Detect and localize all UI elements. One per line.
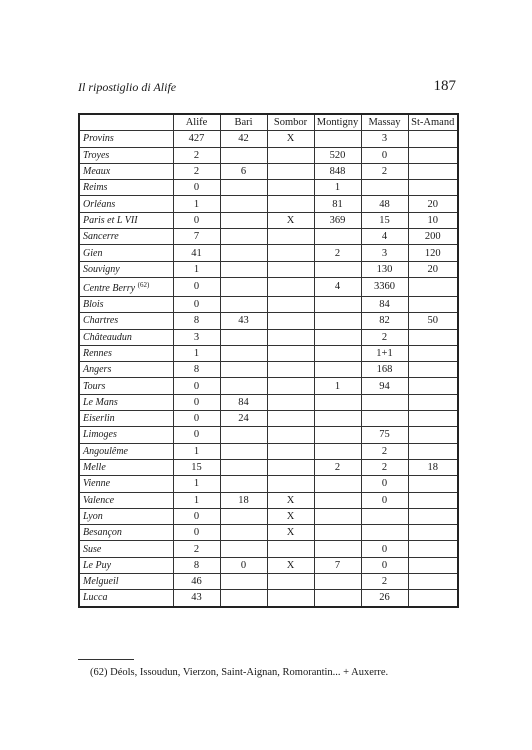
value-cell xyxy=(267,443,314,459)
value-cell xyxy=(314,229,361,245)
value-cell xyxy=(267,345,314,361)
place-name: Chartres xyxy=(83,315,119,327)
place-cell xyxy=(79,229,173,245)
place-name: Le Puy xyxy=(83,559,112,571)
value-cell xyxy=(220,459,267,475)
value-cell: 15 xyxy=(361,212,408,228)
value-cell xyxy=(408,147,458,163)
value-cell: 6 xyxy=(220,163,267,179)
value-cell: 43 xyxy=(220,313,267,329)
value-cell: 42 xyxy=(220,131,267,147)
value-cell: 1+1 xyxy=(361,345,408,361)
value-cell xyxy=(314,492,361,508)
value-cell: 0 xyxy=(173,525,220,541)
value-cell xyxy=(220,378,267,394)
value-cell: 0 xyxy=(361,476,408,492)
value-cell xyxy=(408,131,458,147)
table-body xyxy=(79,131,458,607)
value-cell xyxy=(220,245,267,261)
place-cell xyxy=(79,443,173,459)
value-cell xyxy=(220,476,267,492)
table-row xyxy=(79,277,458,296)
value-cell xyxy=(314,541,361,557)
value-cell: 46 xyxy=(173,574,220,590)
value-cell xyxy=(267,427,314,443)
value-cell: 10 xyxy=(408,212,458,228)
value-cell: 1 xyxy=(173,476,220,492)
table-row xyxy=(79,459,458,475)
place-cell xyxy=(79,411,173,427)
column-header: St-Amand xyxy=(408,114,458,131)
value-cell xyxy=(408,163,458,179)
value-cell xyxy=(267,590,314,607)
value-cell xyxy=(220,180,267,196)
value-cell xyxy=(314,525,361,541)
column-header: Montigny xyxy=(314,114,361,131)
value-cell: 84 xyxy=(220,394,267,410)
value-cell xyxy=(220,196,267,212)
value-cell xyxy=(314,476,361,492)
place-name: Orléans xyxy=(83,198,116,210)
value-cell: 2 xyxy=(361,329,408,345)
footnote-rule xyxy=(78,659,134,660)
value-cell: 8 xyxy=(173,557,220,573)
value-cell: 0 xyxy=(173,212,220,228)
value-cell xyxy=(408,345,458,361)
value-cell: 0 xyxy=(173,296,220,312)
value-cell xyxy=(267,245,314,261)
value-cell xyxy=(267,277,314,296)
place-cell xyxy=(79,394,173,410)
value-cell: 0 xyxy=(173,180,220,196)
place-name: Angoulême xyxy=(83,445,128,457)
value-cell: 1 xyxy=(173,345,220,361)
hoard-comparison-table xyxy=(78,113,459,608)
page-number: 187 xyxy=(433,78,456,94)
value-cell xyxy=(267,229,314,245)
place-name: Souvigny xyxy=(83,263,120,275)
place-name: Angers xyxy=(83,364,112,376)
table-row xyxy=(79,541,458,557)
place-name: Lyon xyxy=(83,510,103,522)
place-cell xyxy=(79,261,173,277)
value-cell: 18 xyxy=(408,459,458,475)
value-cell xyxy=(267,362,314,378)
value-cell xyxy=(314,590,361,607)
value-cell xyxy=(314,261,361,277)
value-cell: 75 xyxy=(361,427,408,443)
place-name: Limoges xyxy=(83,429,117,441)
value-cell xyxy=(267,541,314,557)
value-cell xyxy=(220,345,267,361)
value-cell: 2 xyxy=(361,459,408,475)
place-name: Vienne xyxy=(83,478,111,490)
value-cell xyxy=(361,508,408,524)
value-cell xyxy=(314,394,361,410)
value-cell: 50 xyxy=(408,313,458,329)
value-cell: 4 xyxy=(361,229,408,245)
value-cell: 0 xyxy=(361,147,408,163)
table-row xyxy=(79,261,458,277)
place-name: Melgueil xyxy=(83,576,119,588)
value-cell xyxy=(361,180,408,196)
value-cell xyxy=(314,329,361,345)
place-name: Reims xyxy=(83,182,108,194)
table-row xyxy=(79,229,458,245)
value-cell xyxy=(408,427,458,443)
value-cell xyxy=(267,163,314,179)
value-cell xyxy=(220,329,267,345)
table-row xyxy=(79,378,458,394)
value-cell xyxy=(314,131,361,147)
value-cell: 84 xyxy=(361,296,408,312)
value-cell: 82 xyxy=(361,313,408,329)
place-name: Châteaudun xyxy=(83,331,132,343)
value-cell: 3360 xyxy=(361,277,408,296)
place-cell xyxy=(79,180,173,196)
table-row xyxy=(79,574,458,590)
value-cell: 20 xyxy=(408,261,458,277)
value-cell xyxy=(314,313,361,329)
table-row xyxy=(79,394,458,410)
value-cell xyxy=(408,329,458,345)
value-cell xyxy=(408,492,458,508)
value-cell xyxy=(220,590,267,607)
table-row xyxy=(79,345,458,361)
value-cell: 848 xyxy=(314,163,361,179)
value-cell: 2 xyxy=(173,147,220,163)
column-header xyxy=(79,114,173,131)
value-cell xyxy=(220,296,267,312)
value-cell xyxy=(267,196,314,212)
table-row xyxy=(79,329,458,345)
place-name: Le Mans xyxy=(83,396,118,408)
footnote-reference: (62) xyxy=(137,280,150,289)
value-cell: 4 xyxy=(314,277,361,296)
place-name: Gien xyxy=(83,247,103,259)
value-cell xyxy=(267,180,314,196)
table-row xyxy=(79,296,458,312)
value-cell xyxy=(361,525,408,541)
value-cell: 18 xyxy=(220,492,267,508)
value-cell xyxy=(220,362,267,378)
value-cell: 43 xyxy=(173,590,220,607)
column-header: Massay xyxy=(361,114,408,131)
place-cell xyxy=(79,362,173,378)
place-name: Eiserlin xyxy=(83,413,115,425)
value-cell xyxy=(267,574,314,590)
value-cell: 8 xyxy=(173,313,220,329)
value-cell: 0 xyxy=(361,492,408,508)
value-cell xyxy=(267,394,314,410)
place-cell xyxy=(79,508,173,524)
value-cell xyxy=(267,261,314,277)
value-cell xyxy=(314,362,361,378)
value-cell: 0 xyxy=(173,411,220,427)
place-cell xyxy=(79,590,173,607)
place-cell xyxy=(79,345,173,361)
place-cell xyxy=(79,427,173,443)
value-cell: 427 xyxy=(173,131,220,147)
value-cell xyxy=(220,443,267,459)
place-name: Troyes xyxy=(83,149,110,161)
place-name: Provins xyxy=(83,133,114,145)
place-cell xyxy=(79,131,173,147)
place-cell xyxy=(79,378,173,394)
value-cell xyxy=(220,574,267,590)
value-cell: X xyxy=(267,508,314,524)
value-cell: 2 xyxy=(314,459,361,475)
place-cell xyxy=(79,147,173,163)
place-name: Suse xyxy=(83,543,102,555)
table-row xyxy=(79,476,458,492)
value-cell xyxy=(314,296,361,312)
table-row xyxy=(79,590,458,607)
table-row xyxy=(79,212,458,228)
value-cell xyxy=(267,459,314,475)
value-cell: 0 xyxy=(220,557,267,573)
value-cell xyxy=(267,411,314,427)
value-cell xyxy=(220,427,267,443)
column-header: Sombor xyxy=(267,114,314,131)
value-cell xyxy=(314,411,361,427)
value-cell xyxy=(408,557,458,573)
place-cell xyxy=(79,574,173,590)
value-cell xyxy=(408,443,458,459)
value-cell: 0 xyxy=(173,508,220,524)
value-cell xyxy=(220,277,267,296)
value-cell: 81 xyxy=(314,196,361,212)
value-cell: 130 xyxy=(361,261,408,277)
place-cell xyxy=(79,245,173,261)
value-cell xyxy=(408,394,458,410)
value-cell: 369 xyxy=(314,212,361,228)
table-row xyxy=(79,313,458,329)
value-cell: 7 xyxy=(314,557,361,573)
value-cell xyxy=(408,525,458,541)
value-cell xyxy=(220,229,267,245)
place-cell xyxy=(79,329,173,345)
place-name: Blois xyxy=(83,299,104,311)
place-name: Centre Berry xyxy=(83,282,136,294)
value-cell xyxy=(408,541,458,557)
value-cell: 0 xyxy=(173,394,220,410)
value-cell: X xyxy=(267,525,314,541)
footnote: (62) Déols, Issoudun, Vierzon, Saint-Aignan, Romorantin... + Auxerre. xyxy=(90,667,389,678)
value-cell: 200 xyxy=(408,229,458,245)
place-cell xyxy=(79,541,173,557)
place-cell xyxy=(79,525,173,541)
value-cell: 2 xyxy=(173,163,220,179)
value-cell: 0 xyxy=(173,378,220,394)
value-cell: 7 xyxy=(173,229,220,245)
place-name: Tours xyxy=(83,380,106,392)
value-cell: 0 xyxy=(173,427,220,443)
value-cell xyxy=(267,329,314,345)
value-cell xyxy=(220,508,267,524)
table-row xyxy=(79,508,458,524)
value-cell: 1 xyxy=(173,492,220,508)
value-cell xyxy=(408,590,458,607)
value-cell: 26 xyxy=(361,590,408,607)
running-head xyxy=(78,78,456,98)
value-cell: 2 xyxy=(361,574,408,590)
value-cell: 0 xyxy=(361,557,408,573)
value-cell xyxy=(408,476,458,492)
value-cell xyxy=(267,476,314,492)
value-cell: 0 xyxy=(173,277,220,296)
value-cell xyxy=(267,147,314,163)
value-cell: 120 xyxy=(408,245,458,261)
value-cell: 3 xyxy=(361,245,408,261)
value-cell xyxy=(314,574,361,590)
value-cell: 0 xyxy=(361,541,408,557)
table-header-row xyxy=(79,114,458,131)
value-cell: 168 xyxy=(361,362,408,378)
place-name: Melle xyxy=(83,462,106,474)
place-cell xyxy=(79,277,173,296)
value-cell xyxy=(408,508,458,524)
column-header: Alife xyxy=(173,114,220,131)
value-cell: 15 xyxy=(173,459,220,475)
table-row xyxy=(79,147,458,163)
place-cell xyxy=(79,212,173,228)
value-cell xyxy=(267,296,314,312)
value-cell: 3 xyxy=(361,131,408,147)
place-cell xyxy=(79,313,173,329)
value-cell xyxy=(408,378,458,394)
value-cell xyxy=(314,345,361,361)
table-row xyxy=(79,492,458,508)
table-row xyxy=(79,163,458,179)
value-cell: 520 xyxy=(314,147,361,163)
place-name: Sancerre xyxy=(83,231,119,243)
value-cell: X xyxy=(267,492,314,508)
value-cell: X xyxy=(267,212,314,228)
table-row xyxy=(79,196,458,212)
table-row xyxy=(79,180,458,196)
place-name: Meaux xyxy=(83,166,111,178)
value-cell: 1 xyxy=(314,180,361,196)
value-cell xyxy=(267,378,314,394)
table-row xyxy=(79,131,458,147)
place-cell xyxy=(79,557,173,573)
value-cell xyxy=(220,525,267,541)
table-row xyxy=(79,411,458,427)
place-name: Besançon xyxy=(83,527,122,539)
place-name: Rennes xyxy=(83,348,112,359)
value-cell: 1 xyxy=(173,443,220,459)
place-name: Valence xyxy=(83,494,115,506)
value-cell xyxy=(220,261,267,277)
value-cell xyxy=(220,147,267,163)
value-cell: 48 xyxy=(361,196,408,212)
value-cell: 2 xyxy=(173,541,220,557)
value-cell: X xyxy=(267,131,314,147)
table-row xyxy=(79,525,458,541)
place-cell xyxy=(79,459,173,475)
running-title: Il ripostiglio di Alife xyxy=(78,80,177,94)
value-cell: 1 xyxy=(173,196,220,212)
place-cell xyxy=(79,163,173,179)
value-cell xyxy=(267,313,314,329)
value-cell xyxy=(408,574,458,590)
place-name: Paris et L VII xyxy=(83,214,138,226)
value-cell xyxy=(408,411,458,427)
value-cell xyxy=(220,541,267,557)
value-cell: 2 xyxy=(314,245,361,261)
table-row xyxy=(79,362,458,378)
value-cell: 1 xyxy=(173,261,220,277)
value-cell xyxy=(361,394,408,410)
value-cell xyxy=(220,212,267,228)
value-cell xyxy=(314,427,361,443)
place-cell xyxy=(79,492,173,508)
value-cell: 3 xyxy=(173,329,220,345)
value-cell: 41 xyxy=(173,245,220,261)
value-cell: 2 xyxy=(361,443,408,459)
value-cell: X xyxy=(267,557,314,573)
value-cell xyxy=(314,508,361,524)
value-cell xyxy=(408,277,458,296)
table-row xyxy=(79,427,458,443)
value-cell xyxy=(408,362,458,378)
table-row xyxy=(79,245,458,261)
value-cell xyxy=(361,411,408,427)
table-row xyxy=(79,557,458,573)
value-cell: 8 xyxy=(173,362,220,378)
value-cell: 24 xyxy=(220,411,267,427)
value-cell: 94 xyxy=(361,378,408,394)
table-row xyxy=(79,443,458,459)
value-cell xyxy=(314,443,361,459)
value-cell xyxy=(408,296,458,312)
value-cell: 1 xyxy=(314,378,361,394)
value-cell: 2 xyxy=(361,163,408,179)
value-cell: 20 xyxy=(408,196,458,212)
place-cell xyxy=(79,196,173,212)
place-name: Lucca xyxy=(83,592,108,604)
value-cell xyxy=(408,180,458,196)
place-cell xyxy=(79,476,173,492)
place-cell xyxy=(79,296,173,312)
column-header: Bari xyxy=(220,114,267,131)
